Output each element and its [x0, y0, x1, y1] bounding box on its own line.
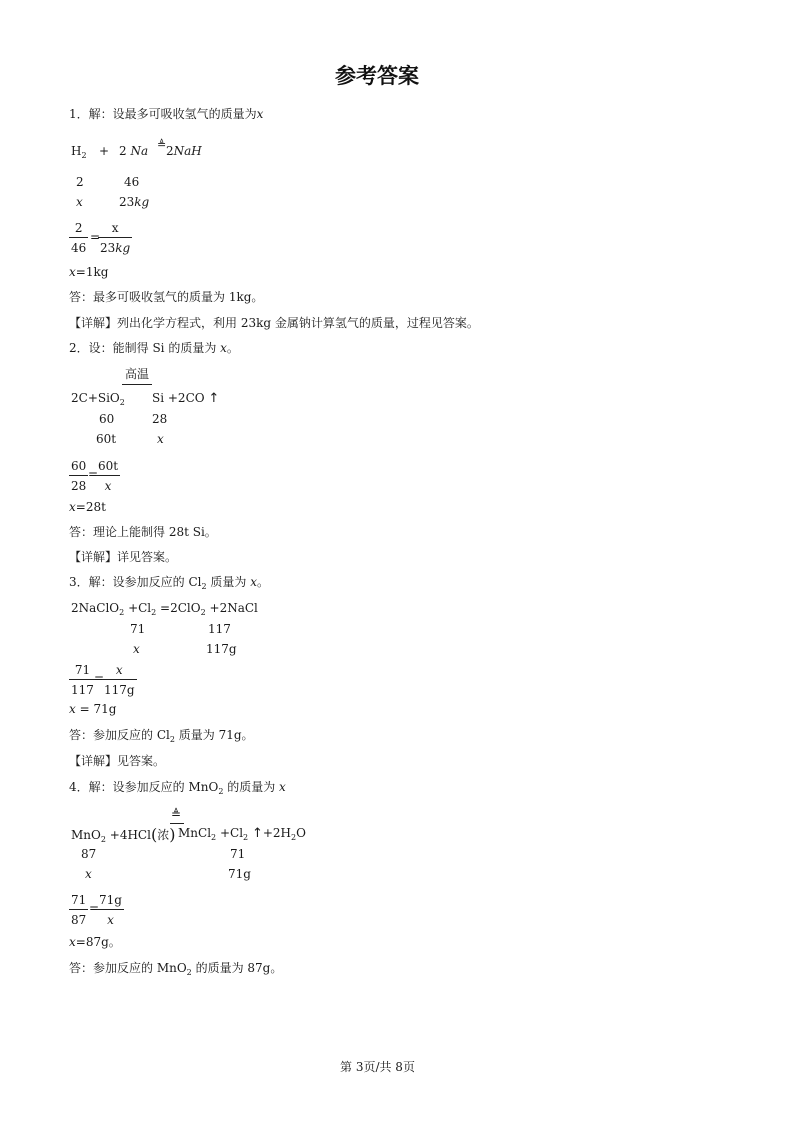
q1-eq-h2-sub: 2 — [81, 151, 87, 160]
q3-heading — [69, 576, 269, 591]
q3-fraction-right — [102, 663, 137, 697]
q2-frac-den1: 28 — [71, 479, 87, 493]
q4-eq-a-sub: 2 — [100, 835, 106, 844]
q2-result-value: =28t — [75, 500, 106, 514]
q1-row2-b — [119, 196, 149, 208]
q4-eq-e-sub: 2 — [291, 833, 297, 842]
q1-eq-product — [166, 145, 202, 157]
q3-result-var: x — [69, 702, 76, 716]
q2-row1-a: 60 — [99, 412, 115, 426]
q1-frac-den2 — [98, 238, 132, 255]
q2-heading-end: 。 — [226, 341, 239, 355]
q4-eq-a: MnO — [71, 828, 101, 842]
q4-eq-b: +4HCl — [105, 828, 151, 842]
q2-frac-num2: 60t — [96, 459, 120, 476]
q4-eq-paren-open: ( — [150, 825, 158, 844]
q1-row2-a: x — [76, 195, 83, 209]
q3-eq-c-sub: 2 — [200, 608, 206, 617]
q4-result — [69, 936, 121, 948]
q4-eq-c-sub: 2 — [211, 833, 217, 842]
q3-frac-num2: x — [102, 663, 137, 680]
q4-answer-b: 的质量为 87g。 — [191, 961, 283, 975]
q1-result-value: =1kg — [75, 265, 109, 279]
q3-eq-a: 2NaClO — [71, 601, 120, 615]
q2-frac-den2: x — [104, 479, 112, 493]
q2-row1-b: 28 — [152, 412, 168, 426]
q4-heading-var: x — [279, 780, 286, 794]
q1-frac-equals: = — [90, 230, 101, 244]
q3-heading-mid: 质量为 — [206, 575, 251, 589]
q2-eq-left-sub: 2 — [119, 398, 125, 407]
q2-eq-left — [71, 392, 125, 407]
q4-heading-a: 4．解：设参加反应的 MnO — [69, 780, 219, 794]
q1-eq-plus: + — [99, 144, 110, 158]
q1-frac-num1: 2 — [69, 221, 88, 238]
q1-fraction-right — [98, 221, 132, 255]
q1-eq-heat-sign: ≜ — [157, 138, 167, 151]
q1-eq-na-symbol: Na — [130, 144, 149, 158]
q2-heading-text: 2．设：能制得 Si 的质量为 — [69, 341, 221, 355]
q4-fraction-right — [97, 893, 124, 927]
q3-equation — [71, 602, 258, 617]
q3-row1-b: 117 — [208, 622, 231, 636]
q4-eq-f: O — [296, 826, 306, 840]
q3-frac-equals: = — [94, 671, 105, 685]
q4-frac-den1: 87 — [71, 913, 87, 927]
q3-frac-num1: 71 — [69, 663, 96, 680]
q4-equation — [71, 827, 175, 844]
q4-row1-b: 71 — [230, 847, 246, 861]
q3-heading-sub: 2 — [201, 582, 207, 591]
q3-answer-sub: 2 — [169, 735, 175, 744]
q1-result-var: x — [69, 265, 76, 279]
q3-frac-den2: 117g — [104, 683, 135, 697]
q2-heading-var: x — [220, 341, 227, 355]
q2-fraction-left — [69, 459, 88, 493]
q4-equation-right — [178, 827, 306, 842]
q2-frac-num1: 60 — [69, 459, 88, 476]
q4-answer-sub: 2 — [186, 968, 192, 977]
q2-eq-right-text: Si +2CO — [152, 391, 205, 405]
q1-row2-b-unit: kg — [134, 195, 150, 209]
q1-row1-b: 46 — [124, 175, 140, 189]
q3-heading-text: 3．解：设参加反应的 Cl — [69, 575, 202, 589]
q4-frac-den2: x — [107, 913, 114, 927]
q2-result — [69, 501, 106, 513]
q1-frac-num2: x — [98, 221, 132, 238]
q4-answer — [69, 962, 282, 977]
q3-answer-a: 答：参加反应的 Cl — [69, 728, 170, 742]
q4-answer-a: 答：参加反应的 MnO — [69, 961, 187, 975]
q1-fraction-left — [69, 221, 88, 255]
q3-heading-var: x — [250, 575, 257, 589]
q4-condition: ≜ — [171, 807, 182, 821]
q3-eq-c: =2ClO — [156, 601, 201, 615]
q3-fraction-left — [69, 663, 96, 697]
q1-result — [69, 266, 108, 278]
q4-row1-a: 87 — [81, 847, 97, 861]
q2-eq-right — [152, 392, 219, 405]
q2-result-var: x — [69, 500, 76, 514]
q2-detail: 【详解】详见答案。 — [69, 550, 178, 564]
q1-eq-h2: H — [71, 144, 82, 158]
q2-fraction-right — [96, 459, 120, 493]
q3-result — [69, 703, 116, 715]
q1-row1-a: 2 — [76, 175, 84, 189]
q4-eq-concentrated: 浓 — [157, 828, 170, 842]
q4-row2-a: x — [85, 867, 92, 881]
q1-eq-product-coef: 2 — [166, 144, 174, 158]
q1-frac-den2-num: 23 — [100, 241, 116, 255]
q4-result-var: x — [69, 935, 76, 949]
q3-frac-den1: 117 — [71, 683, 94, 697]
q4-fraction-left — [69, 893, 88, 927]
q4-row2-b: 71g — [228, 867, 251, 881]
q4-heading-sub: 2 — [218, 787, 224, 796]
q3-eq-d: +2NaCl — [205, 601, 258, 615]
q1-detail: 【详解】列出化学方程式，利用 23kg 金属钠计算氢气的质量，过程见答案。 — [69, 316, 479, 330]
q1-heading-var: x — [256, 107, 264, 121]
q3-row2-b: 117g — [206, 642, 237, 656]
q3-eq-a-sub: 2 — [119, 608, 125, 617]
q2-heading — [69, 342, 239, 354]
q2-condition-line — [122, 384, 152, 385]
q1-equation — [71, 145, 87, 160]
q1-frac-den2-unit: kg — [115, 241, 131, 255]
q4-frac-equals: = — [89, 901, 100, 915]
q1-eq-na-coef: 2 — [119, 144, 127, 158]
q1-answer: 答：最多可吸收氢气的质量为 1kg。 — [69, 290, 264, 304]
q4-eq-e: +2H — [262, 826, 292, 840]
q1-heading-text: 1．解：设最多可吸收氢气的质量为 — [69, 107, 257, 121]
q3-result-value: = 71g — [75, 702, 117, 716]
q4-result-value: =87g。 — [75, 935, 121, 949]
q4-eq-paren-close: ) — [169, 825, 176, 844]
q4-frac-num1: 71 — [69, 893, 88, 910]
q1-frac-den1: 46 — [71, 241, 87, 255]
q2-answer: 答：理论上能制得 28t Si。 — [69, 525, 217, 539]
page-footer: 第 3页/共 8页 — [340, 1060, 415, 1074]
q2-row2-a: 60t — [96, 432, 117, 446]
q4-eq-d-sub: 2 — [243, 833, 249, 842]
q4-eq-d: +Cl — [216, 826, 244, 840]
q4-eq-c: MnCl — [178, 826, 212, 840]
q3-detail: 【详解】见答案。 — [69, 754, 166, 768]
q3-heading-end: 。 — [257, 575, 270, 589]
q2-condition: 高温 — [125, 367, 150, 381]
q2-row2-b: x — [157, 432, 164, 446]
q1-row2-b-num: 23 — [119, 195, 135, 209]
q4-heading-b: 的质量为 — [223, 780, 280, 794]
q2-eq-left-text: 2C+SiO — [71, 391, 120, 405]
q4-frac-num2: 71g — [97, 893, 124, 910]
q3-eq-b: +Cl — [124, 601, 152, 615]
q3-row1-a: 71 — [130, 622, 146, 636]
q3-answer — [69, 729, 254, 744]
q1-heading — [69, 108, 263, 120]
q1-eq-na — [119, 145, 148, 157]
q4-eq-arrow: ↑ — [251, 826, 263, 841]
q3-answer-b: 质量为 71g。 — [174, 728, 254, 742]
page-title: 参考答案 — [335, 64, 419, 88]
q3-row2-a: x — [133, 642, 140, 656]
q1-eq-product-symbol: NaH — [173, 144, 202, 158]
q2-eq-arrow: ↑ — [208, 391, 220, 406]
q4-condition-line — [170, 823, 184, 824]
q3-eq-b-sub: 2 — [151, 608, 157, 617]
q2-frac-equals: = — [88, 467, 99, 481]
q4-heading — [69, 781, 286, 796]
